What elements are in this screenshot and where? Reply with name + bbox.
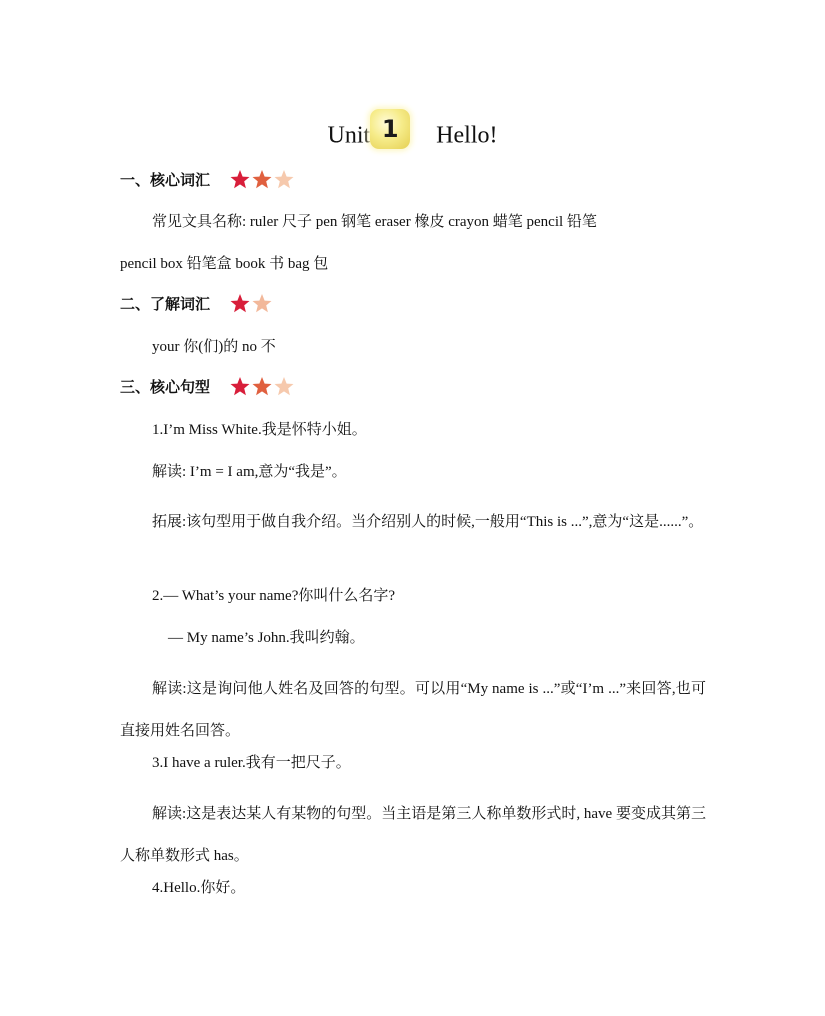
sentence-1: 1.I’m Miss White.我是怀特小姐。	[152, 422, 367, 438]
star-icon	[253, 170, 272, 188]
star-icon	[253, 377, 272, 395]
sentence-2-answer: — My name’s John.我叫约翰。	[168, 630, 365, 646]
star-icon	[231, 170, 250, 188]
know-vocab-line: your 你(们)的 no 不	[152, 339, 276, 355]
core-vocab-line-1: 常见文具名称: ruler 尺子 pen 钢笔 eraser 橡皮 crayon 蜡笔 pencil 铅笔	[152, 214, 597, 230]
unit-title	[0, 104, 825, 164]
title-unit-word: Unit	[327, 122, 371, 149]
unit-number: 1	[381, 115, 399, 144]
star-rating-icon	[229, 168, 295, 192]
section-heading-know-vocab	[120, 292, 273, 316]
sentence-1-extension: 拓展:该句型用于做自我介绍。当介绍别人的时候,一般用“This is ...”,意为“这是......”。	[152, 514, 704, 530]
section-heading-text: 三、核心句型	[120, 378, 211, 396]
sentence-3: 3.I have a ruler.我有一把尺子。	[152, 755, 351, 771]
star-icon	[231, 377, 250, 395]
star-icon	[253, 294, 272, 312]
core-vocab-line-2: pencil box 铅笔盒 book 书 bag 包	[120, 256, 329, 272]
section-heading-core-vocab	[120, 168, 295, 192]
title-hello-word: Hello!	[436, 122, 498, 149]
section-heading-core-sentences	[120, 375, 295, 399]
sentence-2-question: 2.— What’s your name?你叫什么名字?	[152, 588, 396, 604]
unit-number-badge	[370, 109, 410, 149]
star-rating-icon	[229, 375, 295, 399]
sentence-1-explanation: 解读: I’m = I am,意为“我是”。	[152, 464, 347, 480]
star-icon	[231, 294, 250, 312]
section-heading-text: 一、核心词汇	[120, 171, 211, 189]
sentence-4: 4.Hello.你好。	[152, 880, 246, 896]
sentence-3-explanation: 解读:这是表达某人有某物的句型。当主语是第三人称单数形式时, have 要变成其第三人称单数形式 has。	[120, 806, 706, 864]
star-rating-icon	[229, 292, 273, 316]
section-heading-text: 二、了解词汇	[120, 295, 211, 313]
star-icon	[275, 377, 294, 395]
star-icon	[275, 170, 294, 188]
sentence-2-explanation: 解读:这是询问他人姓名及回答的句型。可以用“My name is ...”或“I’m ...”来回答,也可直接用姓名回答。	[120, 681, 706, 739]
